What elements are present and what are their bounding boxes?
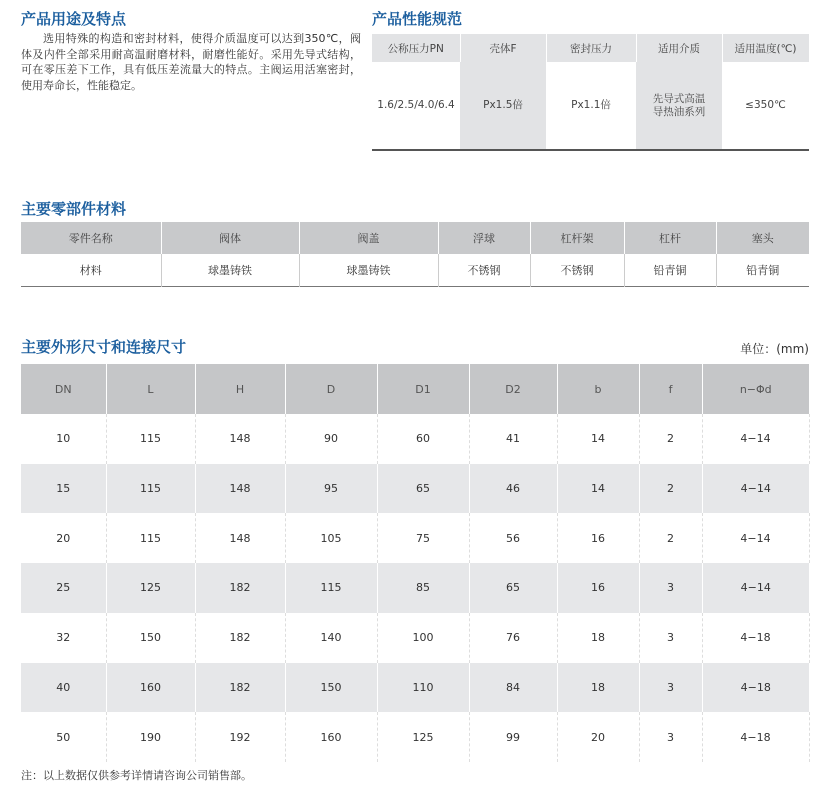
header-pressure: 公称压力PN (372, 34, 460, 62)
cell-d: 150 (285, 663, 377, 713)
cell-d1: 85 (377, 563, 469, 613)
header-lever: 杠杆 (624, 222, 716, 254)
cell-dn: 32 (21, 613, 106, 663)
cell-dn: 25 (21, 563, 106, 613)
cell-h: 148 (195, 414, 285, 464)
cell-f: 3 (639, 663, 702, 713)
cell-l: 115 (106, 513, 195, 563)
dimensions-table (21, 364, 810, 762)
cell-dn: 20 (21, 513, 106, 563)
cell-seal-pressure: Px1.1倍 (571, 99, 611, 111)
cell-medium (636, 62, 722, 150)
table-row (21, 712, 809, 762)
cell-d2: 84 (469, 663, 557, 713)
footnote: 注：以上数据仅供参考详情请咨询公司销售部。 (21, 769, 252, 782)
usage-heading: 产品用途及特点 (21, 10, 127, 28)
cell-b: 14 (557, 414, 639, 464)
cell-n-phi-d: 4−14 (702, 464, 809, 514)
cell-b: 16 (557, 563, 639, 613)
header-plug: 塞头 (716, 222, 809, 254)
cell-l: 150 (106, 613, 195, 663)
header-dn: DN (21, 364, 106, 414)
cell-f: 3 (639, 613, 702, 663)
cell-body-material: 球墨铸铁 (161, 254, 299, 286)
cell-pressure: 1.6/2.5/4.0/6.4 (377, 99, 455, 111)
cell-temperature: ≤350℃ (745, 99, 786, 111)
cell-f: 3 (639, 712, 702, 762)
header-seal-pressure: 密封压力 (546, 34, 636, 62)
cell-d1: 60 (377, 414, 469, 464)
usage-description: 选用特殊的构造和密封材料，使得介质温度可以达到350℃，阀体及内件全部采用耐高温耐磨材料，耐磨性能好。采用先导式结构，可在零压差下工作，具有低压差流量大的特点。主阀运用活塞密封，使用寿命长，性能稳定。 (21, 32, 361, 92)
cell-h: 148 (195, 464, 285, 514)
cell-l: 125 (106, 563, 195, 613)
cell-l: 160 (106, 663, 195, 713)
header-d2: D2 (469, 364, 557, 414)
cell-d1: 75 (377, 513, 469, 563)
header-l: L (106, 364, 195, 414)
header-f: f (639, 364, 702, 414)
cell-d: 90 (285, 414, 377, 464)
table-row (21, 563, 809, 613)
header-d1: D1 (377, 364, 469, 414)
performance-heading: 产品性能规范 (372, 10, 463, 28)
header-h: H (195, 364, 285, 414)
cell-d: 160 (285, 712, 377, 762)
cell-dn: 10 (21, 414, 106, 464)
cell-dn: 15 (21, 464, 106, 514)
header-medium: 适用介质 (636, 34, 722, 62)
cell-lever-material: 铅青铜 (624, 254, 716, 286)
cell-bonnet-material: 球墨铸铁 (299, 254, 438, 286)
cell-f: 2 (639, 464, 702, 514)
table-row (21, 464, 809, 514)
cell-b: 16 (557, 513, 639, 563)
table-row (21, 613, 809, 663)
cell-d2: 99 (469, 712, 557, 762)
cell-d: 140 (285, 613, 377, 663)
header-part-name: 零件名称 (21, 222, 161, 254)
cell-d1: 110 (377, 663, 469, 713)
header-b: b (557, 364, 639, 414)
cell-float-material: 不锈钢 (438, 254, 530, 286)
cell-f: 3 (639, 563, 702, 613)
cell-h: 182 (195, 563, 285, 613)
cell-f: 2 (639, 414, 702, 464)
cell-b: 20 (557, 712, 639, 762)
cell-l: 115 (106, 414, 195, 464)
cell-n-phi-d: 4−18 (702, 663, 809, 713)
parts-header-row (21, 222, 809, 254)
cell-dn: 40 (21, 663, 106, 713)
header-shell: 壳体F (460, 34, 546, 62)
cell-b: 18 (557, 663, 639, 713)
cell-d: 95 (285, 464, 377, 514)
cell-lever-bracket-material: 不锈钢 (530, 254, 624, 286)
cell-d: 115 (285, 563, 377, 613)
cell-material-label: 材料 (21, 254, 161, 286)
performance-row (372, 62, 809, 150)
cell-n-phi-d: 4−14 (702, 563, 809, 613)
cell-h: 182 (195, 663, 285, 713)
cell-h: 192 (195, 712, 285, 762)
cell-l: 115 (106, 464, 195, 514)
cell-n-phi-d: 4−18 (702, 613, 809, 663)
header-lever-bracket: 杠杆架 (530, 222, 624, 254)
parts-heading: 主要零部件材料 (21, 200, 127, 218)
cell-medium-text: 先导式高温导热油系列 (652, 92, 706, 118)
table-row (21, 414, 809, 464)
cell-b: 18 (557, 613, 639, 663)
cell-plug-material: 铅青铜 (746, 263, 780, 277)
cell-d2: 76 (469, 613, 557, 663)
cell-d2: 56 (469, 513, 557, 563)
parts-table (21, 222, 809, 287)
cell-shell: Px1.5倍 (460, 62, 546, 150)
cell-h: 182 (195, 613, 285, 663)
header-body: 阀体 (161, 222, 299, 254)
cell-d1: 125 (377, 712, 469, 762)
table-row (21, 513, 809, 563)
cell-dn: 50 (21, 712, 106, 762)
cell-n-phi-d: 4−14 (702, 414, 809, 464)
cell-d: 105 (285, 513, 377, 563)
parts-material-row (21, 254, 809, 286)
performance-table (372, 34, 810, 151)
performance-header-row (372, 34, 809, 62)
dimensions-header-row (21, 364, 809, 414)
cell-l: 190 (106, 712, 195, 762)
cell-d2: 46 (469, 464, 557, 514)
header-d: D (285, 364, 377, 414)
table-row (21, 663, 809, 713)
dimensions-heading: 主要外形尺寸和连接尺寸 (21, 338, 187, 356)
cell-f: 2 (639, 513, 702, 563)
header-bonnet: 阀盖 (299, 222, 438, 254)
cell-d2: 41 (469, 414, 557, 464)
cell-n-phi-d: 4−14 (702, 513, 809, 563)
cell-h: 148 (195, 513, 285, 563)
cell-d2: 65 (469, 563, 557, 613)
cell-d1: 100 (377, 613, 469, 663)
cell-n-phi-d: 4−18 (702, 712, 809, 762)
header-n-phi-d: n−Φd (702, 364, 809, 414)
cell-d1: 65 (377, 464, 469, 514)
header-temperature: 适用温度(℃) (722, 34, 809, 62)
unit-label: 单位：(mm) (740, 342, 809, 356)
cell-b: 14 (557, 464, 639, 514)
header-float: 浮球 (438, 222, 530, 254)
